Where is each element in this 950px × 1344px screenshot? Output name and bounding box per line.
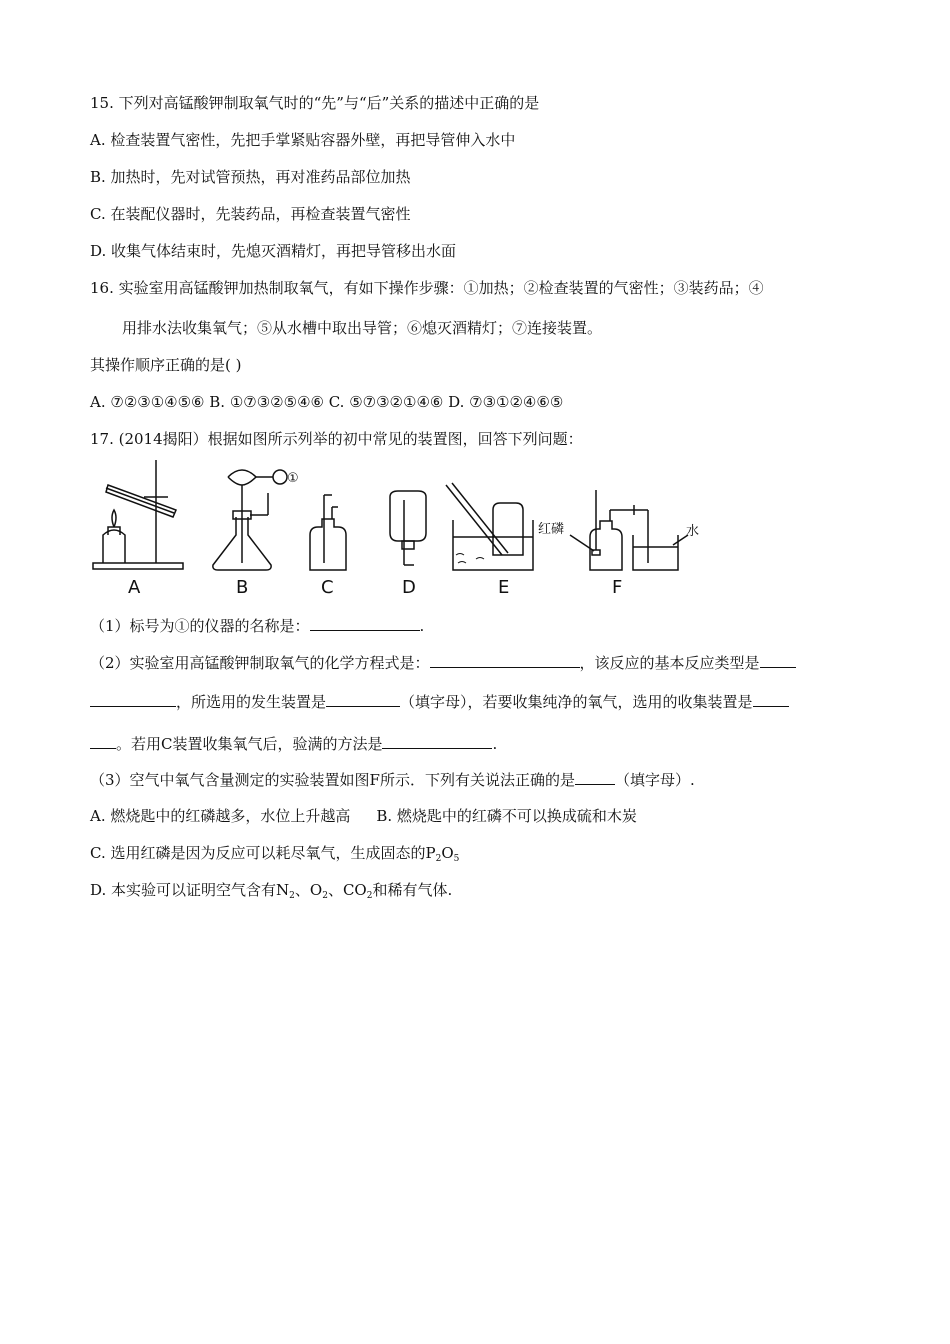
answer-blank-collector[interactable] — [753, 692, 789, 707]
q16-stem-line3: 其操作顺序正确的是( ) — [90, 356, 242, 374]
q17-option-c — [90, 843, 459, 869]
q15-option-a: A. 检查装置气密性，先把手掌紧贴容器外壁，再把导管伸入水中 — [90, 131, 516, 149]
q17-part3-text-b: （填字母）. — [614, 771, 695, 789]
q17-option-d-text-b: 、O — [294, 881, 323, 899]
q17-part2-text-e: 。若用C装置收集氧气后，验满的方法是 — [116, 735, 383, 753]
o-text: O — [441, 844, 454, 862]
sub-o2: 2 — [322, 891, 328, 901]
figure-label-d: D — [402, 577, 416, 598]
q17-part2-line3 — [90, 734, 497, 754]
apparatus-d — [390, 491, 426, 565]
q17-part3-text-a: （3）空气中氧气含量测定的实验装置如图F所示．下列有关说法正确的是 — [90, 771, 575, 789]
q17-stem: 17. (2014揭阳）根据如图所示列举的初中常见的装置图，回答下列问题： — [90, 430, 583, 448]
answer-blank-full-check[interactable] — [382, 734, 492, 749]
q17-part2-text-d: （填字母），若要收集纯净的氧气，选用的收集装置是 — [400, 693, 753, 711]
apparatus-a — [93, 460, 183, 569]
figure-label-f: F — [612, 577, 623, 598]
answer-blank-collector-cont[interactable] — [90, 734, 116, 749]
figure-label-b: B — [236, 577, 249, 598]
figure-label-e: E — [498, 577, 510, 598]
q17-part2-line2 — [90, 692, 789, 712]
q17-option-c-text: C. 选用红磷是因为反应可以耗尽氧气，生成固态的P — [90, 844, 436, 862]
q15-option-c: C. 在装配仪器时，先装药品，再检查装置气密性 — [90, 205, 411, 223]
q17-options-ab — [90, 806, 637, 826]
figure-label-a: A — [128, 577, 141, 598]
answer-blank-reaction-type[interactable] — [760, 653, 796, 668]
q17-part1-text: （1）标号为①的仪器的名称是： — [90, 617, 310, 635]
q17-option-d — [90, 880, 452, 906]
q16-options: A. ⑦②③①④⑤⑥ B. ①⑦③②⑤④⑥ C. ⑤⑦③②①④⑥ D. ⑦③①②④⑥⑤ — [90, 393, 564, 411]
q17-option-d-text-c: 、CO — [327, 881, 367, 899]
apparatus-figure — [88, 455, 708, 600]
answer-blank-reaction-type-cont[interactable] — [90, 692, 176, 707]
answer-blank-part3[interactable] — [575, 770, 615, 785]
red-phosphorus-label: 红磷 — [538, 522, 565, 537]
q17-option-d-text-d: 和稀有气体. — [372, 881, 453, 899]
q17-part1 — [90, 616, 424, 636]
q17-option-b: B. 燃烧匙中的红磷不可以换成硫和木炭 — [376, 807, 637, 825]
q17-part1-end: . — [419, 617, 425, 635]
answer-blank-equation[interactable] — [430, 653, 580, 668]
circle-mark: ① — [287, 471, 299, 486]
sub-n2: 2 — [289, 891, 295, 901]
q17-part2-end: . — [492, 735, 498, 753]
answer-blank-1[interactable] — [310, 616, 420, 631]
q17-part3 — [90, 770, 695, 790]
apparatus-c — [310, 495, 346, 570]
q15-stem: 15. 下列对高锰酸钾制取氧气时的“先”与“后”关系的描述中正确的是 — [90, 94, 540, 112]
answer-blank-generator[interactable] — [326, 692, 400, 707]
q16-stem-line2: 用排水法收集氧气；⑤从水槽中取出导管；⑥熄灭酒精灯；⑦连接装置。 — [122, 319, 603, 337]
q17-part2-text-a: （2）实验室用高锰酸钾制取氧气的化学方程式是： — [90, 654, 430, 672]
apparatus-f — [570, 490, 688, 570]
water-label: 水 — [686, 524, 700, 539]
sub-5: 5 — [453, 854, 460, 864]
sub-2: 2 — [435, 854, 442, 864]
apparatus-b — [213, 470, 287, 570]
q15-option-b: B. 加热时，先对试管预热，再对准药品部位加热 — [90, 168, 411, 186]
apparatus-e — [446, 483, 533, 570]
sub-co2: 2 — [366, 891, 373, 901]
q17-option-d-text-a: D. 本实验可以证明空气含有N — [90, 881, 290, 899]
q17-option-a: A. 燃烧匙中的红磷越多，水位上升越高 — [90, 807, 351, 825]
q15-option-d: D. 收集气体结束时，先熄灭酒精灯，再把导管移出水面 — [90, 242, 457, 260]
q17-part2-text-b: ，该反应的基本反应类型是 — [579, 654, 760, 672]
q17-part2-line1 — [90, 653, 796, 673]
q17-part2-text-c: ，所选用的发生装置是 — [176, 693, 327, 711]
figure-label-c: C — [321, 577, 334, 598]
q16-stem-line1: 16. 实验室用高锰酸钾加热制取氧气，有如下操作步骤：①加热；②检查装置的气密性；③装药品；④ — [90, 279, 764, 297]
